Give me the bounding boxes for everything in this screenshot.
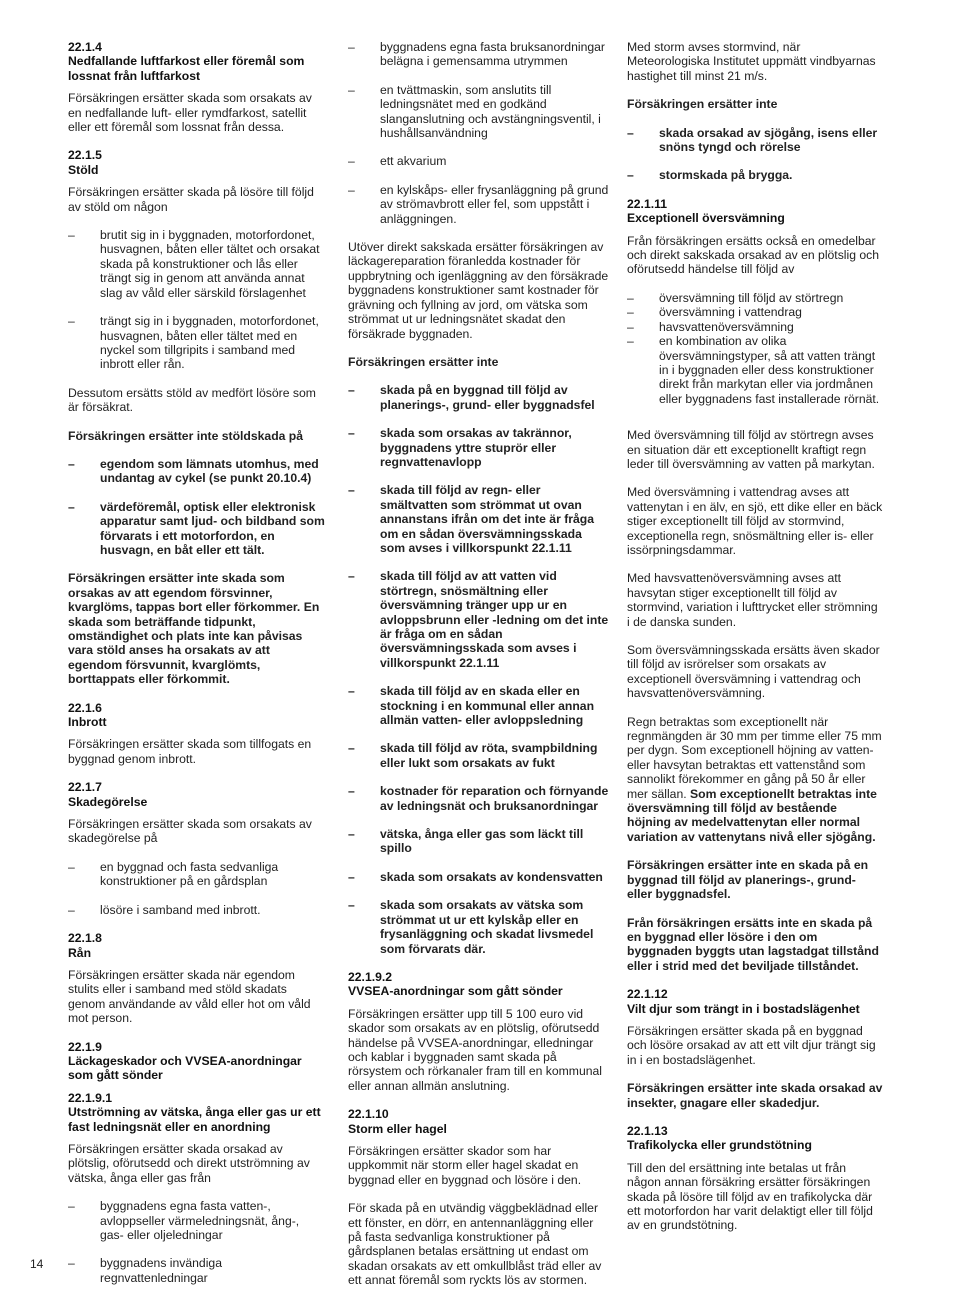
paragraph: Med havsvattenöversvämning avses att havsytan stiger exceptionellt till följd av stormvind, variation i lufttrycket eller strömning i de danska sunden. bbox=[627, 571, 878, 629]
list bbox=[68, 1199, 326, 1285]
list-item: – byggnadens egna fasta vatten-, avloppseller värmeledningsnät, ång-, gas- eller oljeledningar bbox=[68, 1199, 326, 1242]
list-item: – skada till följd av röta, svampbildning eller lukt som orsakats av fukt bbox=[348, 741, 610, 770]
list bbox=[68, 860, 326, 917]
list-item: – skada till följd av regn- eller smältvatten som strömmat ut ovan annanstans ifrån om det inte är fråga om en sådan översvämningsskada som avses i villkorspunkt 22.1.11 bbox=[348, 483, 610, 555]
list-item: – vätska, ånga eller gas som läckt till spillo bbox=[348, 827, 610, 856]
paragraph: Försäkringen ersätter upp till 5 100 euro vid skador som orsakats av en plötslig, oförutsedd händelse på VVSEA-anordningar, elledningar och kablar i byggnaden samt skada på rörsystem och rörkanaler fram till en kommunal eller annan allmän anslutning. bbox=[348, 1006, 602, 1093]
paragraph: Med storm avses stormvind, när Meteorologiska Institutet uppmätt vindbyarnas hastighet till minst 21 m/s. bbox=[627, 40, 876, 83]
section-heading: 22.1.8 Rån bbox=[68, 931, 102, 960]
list-item: – brutit sig in i byggnaden, motorfordonet, husvagnen, båten eller tältet och orsakat skada på konstruktioner och lås eller trängt sig in genom att använda annat slag av våld eller särskild förslagenhet bbox=[68, 228, 326, 300]
bold-paragraph: Försäkringen ersätter inte skada som orsakas av att egendom försvinner, kvarglöms, tappas bort eller förkommer. En skada som beträffande tidpunkt, omständighet och plats inte kan påvisas vara stöld anses ha orsakats av att egendom försvunnit, kvarglömts, borttappats eller förkommit. bbox=[68, 571, 320, 687]
paragraph: Försäkringen ersätter skada som orsakats av en nedfallande luft- eller rymdfarkost, satellit eller ett föremål som lossnat från dessa. bbox=[68, 91, 312, 135]
page-number: 14 bbox=[30, 1257, 44, 1271]
bold-paragraph: Från försäkringen ersätts inte en skada på en byggnad eller lösöre i den om byggnaden byggts utan lagstadgat tillstånd eller i strid med det beviljade tillståndet. bbox=[627, 915, 879, 973]
list-item: – stormskada på brygga. bbox=[627, 168, 883, 182]
paragraph: Försäkringen ersätter skada som tillfogats en byggnad genom inbrott. bbox=[68, 737, 312, 766]
list-item: – byggnadens egna fasta bruksanordningar belägna i gemensamma utrymmen bbox=[348, 40, 610, 69]
bold-paragraph: Försäkringen ersätter inte skada orsakad av insekter, gnagare eller skadedjur. bbox=[627, 1081, 883, 1110]
list-item: – översvämning till följd av störtregn bbox=[627, 291, 883, 305]
paragraph: Till den del ersättning inte betalas ut från någon annan försäkring ersätter försäkringen skada på lösöre till följd av en trafikolycka där ett motorfordon har varit delaktigt eller till följd av en grundstötning. bbox=[627, 1160, 873, 1233]
list-item: – lösöre i samband med inbrott. bbox=[68, 903, 326, 917]
list bbox=[68, 228, 326, 372]
list-item: – egendom som lämnats utomhus, med undantag av cykel (se punkt 20.10.4) bbox=[68, 457, 326, 486]
paragraph: Försäkringen ersätter skada som orsakats av skadegörelse på bbox=[68, 817, 312, 846]
paragraph: Försäkringen ersätter skada orsakad av plötslig, oförutsedd och direkt utströmning av vätska, ånga eller gas från bbox=[68, 1141, 310, 1185]
paragraph: Regn betraktas som exceptionellt när regnmängden är 30 mm per timme eller 75 mm per dygn. Som exceptionell höjning av vatten- eller havsytan betraktas ett vattenstånd som sannolikt förekommer en gång på 50 år eller mer sällan. Som exceptionellt betraktas inte översvämning till följd av bestående höjning av medelvattenytan eller normal variation av vattenytans nivå eller sjögång. bbox=[627, 714, 882, 844]
section-heading: 22.1.9.1 Utströmning av vätska, ånga eller gas ur ett fast ledningsnät eller en anordning bbox=[68, 1090, 321, 1134]
section-heading: 22.1.10 Storm eller hagel bbox=[348, 1107, 447, 1136]
exclusion-heading: Försäkringen ersätter inte bbox=[627, 97, 778, 112]
section-heading: 22.1.11 Exceptionell översvämning bbox=[627, 196, 785, 226]
paragraph: Försäkringen ersätter skada när egendom stulits eller i samband med stöld skadats genom användande av våld eller hot om våld mot person. bbox=[68, 967, 311, 1026]
section-heading: 22.1.4 Nedfallande luftfarkost eller föremål som lossnat från luftfarkost bbox=[68, 40, 305, 83]
list-item: – en byggnad och fasta sedvanliga konstruktioner på en gårdsplan bbox=[68, 860, 326, 889]
exclusion-heading: Försäkringen ersätter inte stöldskada på bbox=[68, 428, 304, 443]
paragraph: För skada på en utvändig väggbeklädnad eller ett fönster, en dörr, en antennanläggning eller på fasta sedvanliga konstruktioner på gårdsplanen betalas ersättning ut endast om skadan orsakats av ett omkullblåst träd eller av ett annat föremål som ryckts lös av stormen. bbox=[348, 1201, 602, 1288]
list-item: – skada på en byggnad till följd av planerings-, grund- eller byggnadsfel bbox=[348, 383, 610, 412]
section-heading: 22.1.5 Stöld bbox=[68, 148, 102, 177]
list-item: – en kylskåps- eller frysanläggning på grund av strömavbrott eller fel, som uppstått i anläggningen. bbox=[348, 183, 610, 226]
paragraph: Med översvämning i vattendrag avses att vattenytan i en älv, en sjö, ett dike eller en bäck stiger exceptionellt till följd av stormvind, exceptionella regn, snösmältning eller is- eller issörpningsdammar. bbox=[627, 485, 883, 557]
list bbox=[68, 457, 326, 557]
list-item: – skada orsakad av sjögång, isens eller snöns tyngd och rörelse bbox=[627, 126, 883, 155]
list-item: – byggnadens invändiga regnvattenledningar bbox=[68, 1256, 326, 1285]
list-item: – en kombination av olika översvämningstyper, så att vatten trängt in i byggnaden eller dess konstruktioner direkt från markytan eller via jordmånen eller byggnadens fast installerade rörnät. bbox=[627, 334, 883, 406]
column-2 bbox=[348, 40, 610, 1302]
list-item: – översvämning i vattendrag bbox=[627, 305, 883, 319]
section-heading: 22.1.13 Trafikolycka eller grundstötning bbox=[627, 1123, 812, 1153]
paragraph: Utöver direkt sakskada ersätter försäkringen av läckagereparation föranledda kostnader för uppbrytning och igenläggning av den försäkrade byggnadens konstruktioner samt kostnader för grävning och fyllning av jord, om vätska som strömmat ut ur ledningsnätet skadat den försäkrade byggnaden. bbox=[348, 240, 609, 341]
list-item: – en tvättmaskin, som anslutits till ledningsnätet med en godkänd slanganslutning och avstängningsventil, i hushållsanvändning bbox=[348, 83, 610, 141]
section-heading: 22.1.9.2 VVSEA-anordningar som gått sönder bbox=[348, 969, 563, 999]
list-item: – skada till följd av en skada eller en stockning i en kommunal eller annan allmän vatten- eller avloppsledning bbox=[348, 684, 610, 727]
section-heading: 22.1.9 Läckageskador och VVSEA-anordningar som gått sönder bbox=[68, 1039, 302, 1083]
paragraph: Försäkringen ersätter skada på en byggnad och lösöre orsakad av att ett vilt djur trängt sig in i en bostadslägenhet. bbox=[627, 1023, 876, 1067]
section-heading: 22.1.12 Vilt djur som trängt in i bostadslägenhet bbox=[627, 987, 860, 1016]
list bbox=[627, 291, 883, 406]
list-item: – skada till följd av att vatten vid störtregn, snösmältning eller översvämning tränger upp ur en avloppsbrunn eller -ledning om det inte är fråga om en sådan översvämningsskada som avses i villkorspunkt 22.1.11 bbox=[348, 569, 610, 670]
list bbox=[348, 383, 610, 956]
list-item: – ett akvarium bbox=[348, 154, 610, 168]
list bbox=[348, 40, 610, 226]
list-item: – trängt sig in i byggnaden, motorfordonet, husvagnen, båten eller tältet med en nyckel som tillgripits i samband med inbrott eller rån. bbox=[68, 314, 326, 372]
section-heading: 22.1.7 Skadegörelse bbox=[68, 780, 148, 809]
paragraph: Försäkringen ersätter skada på lösöre till följd av stöld om någon bbox=[68, 185, 314, 214]
list-item: – kostnader för reparation och förnyande av ledningsnät och bruksanordningar bbox=[348, 784, 610, 813]
bold-paragraph: Försäkringen ersätter inte en skada på en byggnad till följd av planerings-, grund- eller byggnadsfel. bbox=[627, 858, 869, 902]
list-item: – skada som orsakas av takrännor, byggnadens yttre stuprör eller regnvattenavlopp bbox=[348, 426, 610, 469]
list-item: – skada som orsakats av kondensvatten bbox=[348, 870, 610, 884]
section-heading: 22.1.6 Inbrott bbox=[68, 700, 107, 730]
exclusion-heading: Försäkringen ersätter inte bbox=[348, 354, 499, 369]
column-3 bbox=[627, 40, 883, 1247]
column-1 bbox=[68, 40, 326, 1299]
paragraph: Dessutom ersätts stöld av medfört lösöre som är försäkrat. bbox=[68, 385, 316, 415]
paragraph: Som översvämningsskada ersätts även skador till följd av isrörelser som orsakats av exceptionell översvämning i vattendrag och havsvattenöversvämning. bbox=[627, 643, 880, 701]
list-item: – havsvattenöversvämning bbox=[627, 320, 883, 334]
list bbox=[627, 126, 883, 183]
list-item: – skada som orsakats av vätska som strömmat ut ur ett kylskåp eller en frysanläggning och skadat livsmedel som förvarats där. bbox=[348, 898, 610, 956]
paragraph: Försäkringen ersätter skador som har uppkommit när storm eller hagel skadat en byggnad eller en byggnad och lösöre i den. bbox=[348, 1143, 582, 1187]
paragraph: Från försäkringen ersätts också en omedelbar och direkt sakskada orsakad av en plötslig och oförutsedd händelse till följd av bbox=[627, 233, 880, 277]
list-item: – värdeföremål, optisk eller elektronisk apparatur samt ljud- och bildband som förvarats i ett motorfordon, en husvagn, en båt eller ett tält. bbox=[68, 500, 326, 558]
paragraph: Med översvämning till följd av störtregn avses en situation där ett exceptionellt kraftigt regn leder till översvämning av vatten på markytan. bbox=[627, 428, 875, 471]
